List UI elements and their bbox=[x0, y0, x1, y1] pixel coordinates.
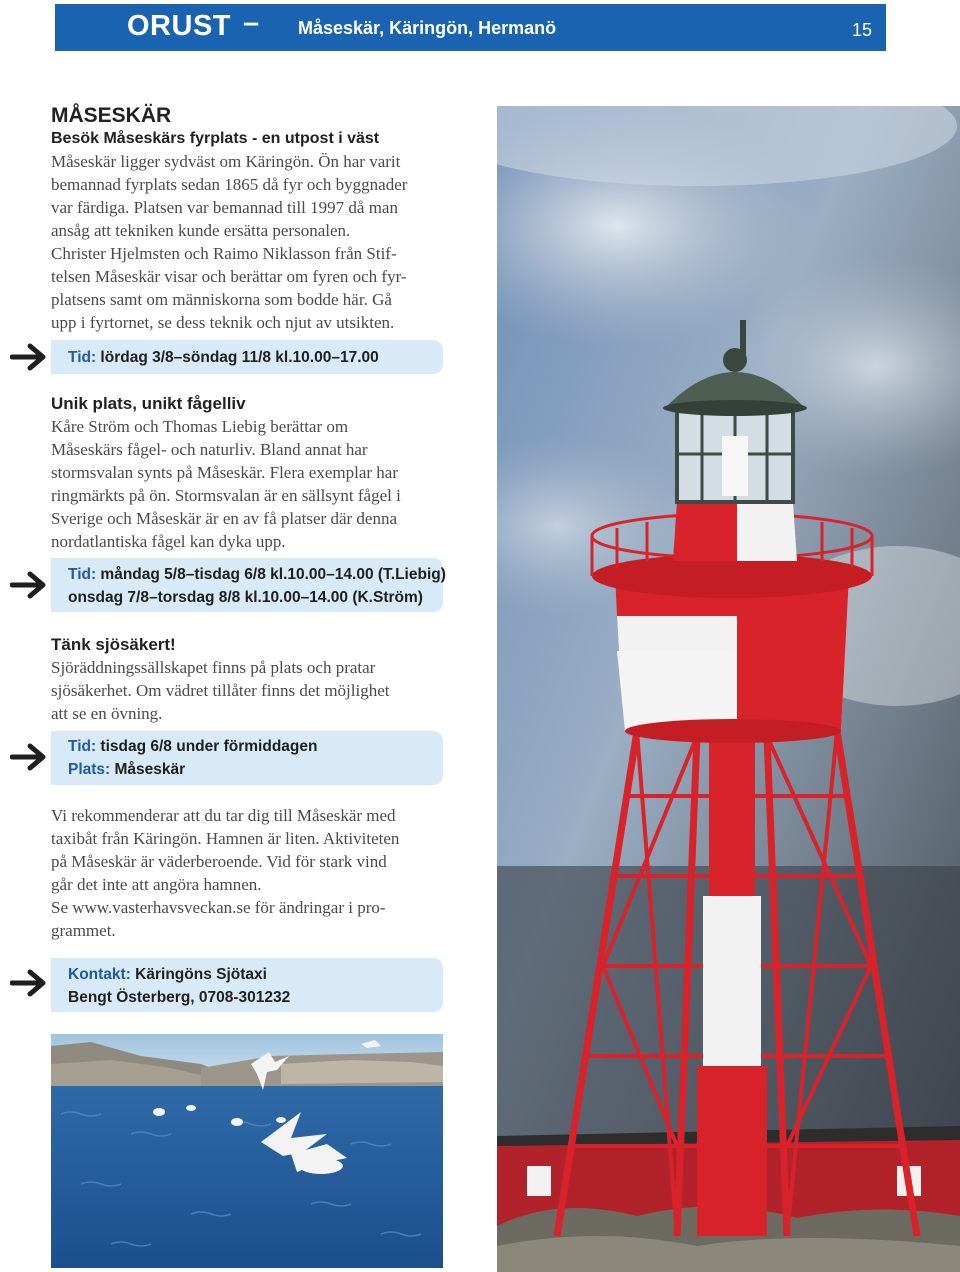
info-text: måndag 5/8–tisdag 6/8 kl.10.00–14.00 (T.Liebig) bbox=[96, 566, 446, 583]
header-places: Måseskär, Käringön, Hermanö bbox=[298, 18, 557, 38]
region-title: ORUST bbox=[127, 10, 231, 42]
info-label: Tid: bbox=[68, 738, 97, 755]
body-line: Vi rekommenderar att du tar dig till Måseskär med bbox=[51, 806, 396, 825]
info-text: lördag 3/8–söndag 11/8 kl.10.00–17.00 bbox=[96, 349, 379, 366]
section-title: Unik plats, unikt fågelliv bbox=[51, 394, 246, 413]
info-text: Måseskär bbox=[110, 761, 186, 778]
body-line: Måseskärs fågel- och naturliv. Bland annat har bbox=[51, 440, 368, 459]
info-box-time bbox=[51, 558, 446, 612]
body-line: Christer Hjelmsten och Raimo Niklasson från Stif- bbox=[51, 244, 397, 263]
info-label: Kontakt: bbox=[68, 966, 131, 983]
info-text: Käringöns Sjötaxi bbox=[130, 966, 267, 983]
arrow-right-icon bbox=[10, 570, 52, 600]
body-line: nordatlantiska fågel kan dyka upp. bbox=[51, 532, 286, 551]
seagull-photo bbox=[51, 1034, 443, 1268]
body-line: Kåre Ström och Thomas Liebig berättar om bbox=[51, 417, 349, 436]
body-line: Sverige och Måseskär är en av få platser där denna bbox=[51, 509, 397, 528]
info-box-time-place bbox=[51, 731, 443, 785]
info-box-time bbox=[51, 340, 443, 374]
section-title: Tänk sjösäkert! bbox=[51, 635, 176, 654]
info-label: Tid: bbox=[68, 349, 97, 366]
section-title: MÅSESKÄR bbox=[51, 104, 172, 127]
section-body bbox=[51, 656, 451, 725]
section-body bbox=[51, 415, 451, 553]
lighthouse-photo bbox=[497, 106, 960, 1272]
body-line: var färdiga. Platsen var bemannad till 1997 då man bbox=[51, 198, 398, 217]
body-line: att se en övning. bbox=[51, 704, 163, 723]
body-line: bemannad fyrplats sedan 1865 då fyr och byggnader bbox=[51, 175, 408, 194]
section-bird-life bbox=[51, 392, 451, 553]
arrow-right-icon bbox=[10, 742, 52, 772]
body-line: platsens samt om människorna som bodde här. Gå bbox=[51, 290, 392, 309]
body-line: taxibåt från Käringön. Hamnen är liten. Aktiviteten bbox=[51, 829, 400, 848]
body-line: telsen Måseskär visar och berättar om fyren och fyr- bbox=[51, 267, 407, 286]
body-line: ansåg att tekniken kunde ersätta personalen. bbox=[51, 221, 351, 240]
info-label: Plats: bbox=[68, 761, 111, 778]
page-number: 15 bbox=[851, 20, 872, 40]
section-body bbox=[51, 150, 451, 334]
section-sea-safety bbox=[51, 633, 451, 725]
section-subtitle: Besök Måseskärs fyrplats - en utpost i väst bbox=[51, 130, 380, 147]
body-line: upp i fyrtornet, se dess teknik och njut av utsikten. bbox=[51, 313, 395, 332]
info-text: tisdag 6/8 under förmiddagen bbox=[96, 738, 318, 755]
arrow-right-icon bbox=[10, 968, 52, 998]
body-line: stormsvalan synts på Måseskär. Flera exemplar har bbox=[51, 463, 398, 482]
body-line: Sjöräddningssällskapet finns på plats och pratar bbox=[51, 658, 376, 677]
section-maseskar bbox=[51, 104, 451, 334]
body-line: sjösäkerhet. Om vädret tillåter finns det möjlighet bbox=[51, 681, 390, 700]
section-body bbox=[51, 804, 451, 942]
body-line: ringmärkts på ön. Stormsvalan är en sällsynt fågel i bbox=[51, 486, 401, 505]
section-travel bbox=[51, 804, 451, 942]
info-text: onsdag 7/8–torsdag 8/8 kl.10.00–14.00 (K.Ström) bbox=[68, 589, 423, 606]
info-label: Tid: bbox=[68, 566, 97, 583]
page-header bbox=[55, 4, 886, 51]
body-line: på Måseskär är väderberoende. Vid för stark vind bbox=[51, 852, 387, 871]
info-text: Bengt Österberg, 0708-301232 bbox=[68, 989, 291, 1006]
lighthouse-illustration bbox=[497, 106, 960, 1272]
seagull-illustration bbox=[51, 1034, 443, 1268]
body-line: Måseskär ligger sydväst om Käringön. Ön har varit bbox=[51, 152, 401, 171]
body-line: Se www.vasterhavsveckan.se för ändringar i pro- bbox=[51, 898, 386, 917]
arrow-right-icon bbox=[10, 342, 52, 372]
body-line: grammet. bbox=[51, 921, 116, 940]
body-line: går det inte att angöra hamnen. bbox=[51, 875, 262, 894]
header-dash: – bbox=[243, 7, 260, 39]
info-box-contact bbox=[51, 958, 443, 1012]
